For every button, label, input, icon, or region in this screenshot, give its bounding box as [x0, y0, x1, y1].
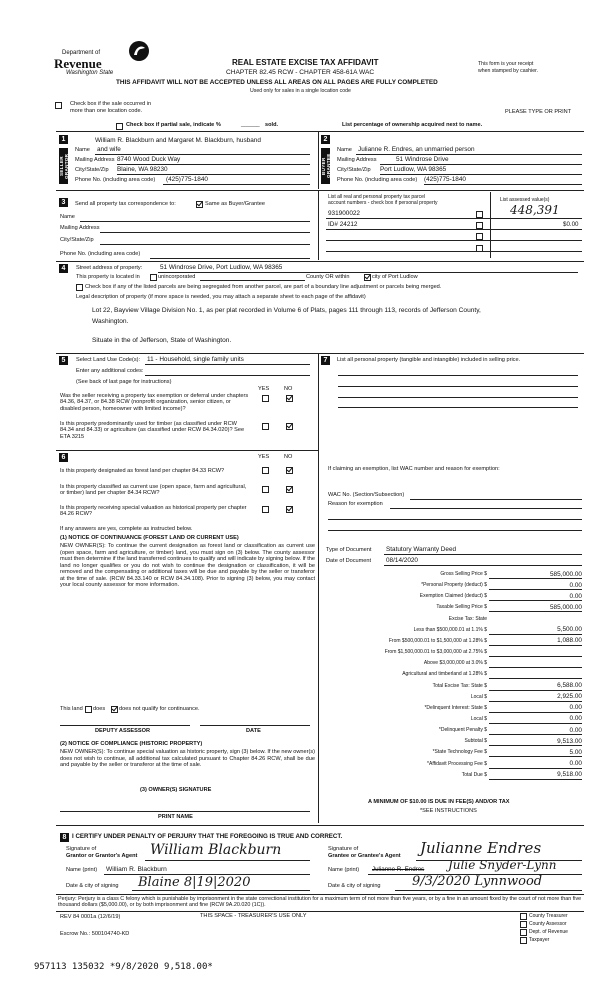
tax-line-value[interactable]: 585,000.00	[550, 570, 582, 578]
parcel-header-1: List all real and personal property tax parcel	[328, 194, 425, 200]
land-use-label: Select Land Use Code(s):	[76, 357, 141, 363]
buyer-city-value[interactable]: Port Ludlow, WA 98365	[380, 166, 447, 173]
tax-line-value[interactable]: 2,925.00	[557, 693, 582, 701]
grantee-name-handwritten[interactable]: Julie Snyder-Lynn	[448, 858, 557, 872]
partial-sale-sold: sold.	[265, 122, 279, 128]
parcel-1[interactable]: 931900022	[328, 210, 360, 217]
partial-sale-label: Check box if partial sale, indicate %	[126, 122, 221, 128]
unincorporated-label: unincorporated	[158, 274, 196, 280]
partial-sale-checkbox[interactable]	[116, 123, 123, 130]
tax-line-label: *Delinquent Penalty $	[438, 727, 487, 734]
legal-line3[interactable]: Situate in the of Jefferson, State of Washington.	[92, 337, 232, 344]
legal-line1[interactable]: Lot 22, Bayview Village Division No. 1, as per plat recorded in Volume 6 of Plats, pages 111 through 113, records of Jefferson County,	[92, 307, 481, 314]
copy-taxpayer-checkbox[interactable]	[520, 937, 527, 944]
copy-county-assessor-checkbox[interactable]	[520, 921, 527, 928]
s6-question-1: Is this property designated as forest land per chapter 84.33 RCW?	[60, 468, 225, 474]
segregated-label: Check box if any of the listed parcels are being segregated from another parcel, are part of a boundary line adjustment or parcels being merged.	[85, 284, 442, 290]
s6-q3-no-checkbox[interactable]	[286, 506, 293, 513]
copy-dept-revenue-checkbox[interactable]	[520, 929, 527, 936]
deputy-assessor-label: DEPUTY ASSESSOR	[95, 728, 151, 734]
grantee-sig-label2: Grantee or Grantee's Agent	[328, 853, 401, 859]
tax-line-label: From $500,000.01 to $1,500,000 at 1.28% $	[388, 637, 487, 644]
seller-name-value2[interactable]: and wife	[97, 146, 121, 153]
buyer-city-label: City/State/Zip	[337, 167, 371, 173]
seller-name-value[interactable]: William R. Blackburn and Margaret M. Blackburn, husband	[95, 137, 261, 144]
seller-name-label: Name	[75, 147, 90, 153]
assessed-header: List assessed value(s)	[500, 197, 550, 203]
used-only: Used only for sales in a single location code	[250, 88, 351, 94]
grantor-date-city[interactable]: Blaine 8|19|2020	[138, 875, 251, 890]
form-title: REAL ESTATE EXCISE TAX AFFIDAVIT	[232, 58, 379, 67]
doc-type-label: Type of Document	[326, 547, 372, 553]
section-8-number: 8	[60, 833, 69, 842]
tax-line-value[interactable]: 0.00	[569, 592, 582, 600]
this-land-label: This land	[60, 706, 83, 712]
street-value[interactable]: 51 Windrose Drive, Port Ludlow, WA 98365	[160, 264, 283, 271]
s5-question-2: Is this property predominantly used for timber (as classified under RCW 84.34 and 84.33) or agriculture (as classified under RCW 84.34.020)? See ETA 3215	[60, 421, 245, 440]
grantor-name-label: Name (print)	[66, 867, 98, 873]
s6-question-3: Is this property receiving special valuation as historical property per chapter 84.26 RCW?	[60, 505, 247, 518]
tax-line-label: Local $	[470, 715, 487, 722]
s5-question-1: Was the seller receiving a property tax exemption or deferral under chapters 84.36, 84.37, or 84.38 RCW (nonprofit organization, senior citizen, or disabled person, homeowner with limited income)?	[60, 393, 249, 412]
treasurer-stamp: 957113 135032 *9/8/2020 9,518.00*	[34, 962, 213, 972]
tax-line-value[interactable]: 5,500.00	[557, 626, 582, 634]
receipt-note2: when stamped by cashier.	[478, 68, 538, 74]
seller-grantor-label: SELLER GRANTOR	[59, 148, 68, 184]
notice2-text: NEW OWNER(S): To continue special valuation as historic property, sign (3) below. If the new owner(s) does not wish to continue, all additional tax calculated pursuant to Chapter 84.26 RCW, shall be due and payable by the seller or transferor at the time of sale.	[60, 749, 315, 768]
multi-location-label2: more than one location code.	[70, 108, 143, 114]
land-use-value[interactable]: 11 - Household, single family units	[147, 356, 244, 363]
if-yes-note: If any answers are yes, complete as instructed below.	[60, 526, 193, 532]
additional-codes-label: Enter any additional codes:	[76, 368, 144, 374]
copy-county-assessor: County Assessor	[529, 921, 567, 927]
mail-city-label: City/State/Zip	[60, 237, 94, 243]
seller-mailing-label: Mailing Address	[75, 157, 115, 163]
grantee-name-struck: Julianne R. Endres	[372, 866, 425, 873]
section-1-number: 1	[59, 135, 68, 144]
tax-line-value[interactable]: 0.00	[569, 726, 582, 734]
owner-signature-label: (3) OWNER(S) SIGNATURE	[140, 787, 212, 793]
tax-line-label: *Delinquent Interest: State $	[424, 704, 487, 711]
s5-q2-no-checkbox[interactable]	[286, 423, 293, 430]
parcel-header-2: account numbers - check box if personal property	[328, 200, 438, 206]
s5-yes-header: YES	[258, 386, 270, 392]
located-in-label: This property is located in	[76, 274, 140, 280]
tax-line-label: Subtotal $	[464, 738, 487, 745]
tax-line-value[interactable]: 0.00	[569, 704, 582, 712]
tax-line-label: *Personal Property (deduct) $	[421, 582, 487, 589]
assessed-1[interactable]: 448,391	[510, 203, 560, 217]
copy-county-treasurer: County Treasurer	[529, 913, 568, 919]
doc-date-value[interactable]: 08/14/2020	[386, 557, 418, 564]
s6-q1-no-checkbox[interactable]	[286, 467, 293, 474]
section-5-number: 5	[59, 356, 68, 365]
tax-line-label: Gross Selling Price $	[440, 571, 487, 577]
tax-line-value[interactable]: 9,518.00	[557, 771, 582, 779]
tax-line-label: Less than $500,000.01 at 1.1% $	[413, 626, 487, 633]
multi-location-label: Check box if the sale occurred in	[70, 101, 152, 107]
form-chapter: CHAPTER 82.45 RCW - CHAPTER 458-61A WAC	[226, 69, 375, 76]
legal-label: Legal description of property (if more space is needed, you may attach a separate sheet to each page of the affidavit)	[76, 294, 366, 300]
dept-line3: Washington State	[66, 70, 114, 76]
dept-line2: Revenue	[54, 56, 102, 71]
land-does-not-checkbox[interactable]	[111, 706, 118, 713]
copy-county-treasurer-checkbox[interactable]	[520, 913, 527, 920]
segregated-checkbox[interactable]	[76, 284, 83, 291]
city-of-label: city of Port Ludlow	[372, 274, 418, 280]
tax-line-label: Above $3,000,000 at 3.0% $	[423, 660, 487, 667]
s5-q2-yes-checkbox[interactable]	[262, 423, 269, 430]
city-of-checkbox[interactable]	[364, 274, 371, 281]
seller-city-label: City/State/Zip	[75, 167, 109, 173]
form-warning: THIS AFFIDAVIT WILL NOT BE ACCEPTED UNLESS ALL AREAS ON ALL PAGES ARE FULLY COMPLETED	[116, 79, 438, 86]
s5-q1-no-checkbox[interactable]	[286, 395, 293, 402]
perjury-note: Perjury: Perjury is a class C felony which is punishable by imprisonment in the state correctional institution for a maximum term of not more than five years, or by a fine in an amount fixed by the court of not more than five thousand dollars ($5,000.00), or by both imprisonment and fine (RCW 9A.20.020 (1C)).	[58, 896, 582, 909]
same-as-buyer-checkbox[interactable]	[196, 201, 203, 208]
print-name-label: PRINT NAME	[158, 814, 193, 820]
buyer-phone-label: Phone No. (including area code)	[337, 177, 418, 183]
grantor-sig-label1: Signature of	[66, 846, 97, 852]
tax-line-value[interactable]: 0.00	[569, 581, 582, 589]
tax-line-label: *Affidavit Processing Fee $	[427, 760, 487, 767]
tax-line-label: Total Due $	[461, 771, 487, 778]
buyer-name-value[interactable]: Julianne R. Endres, an unmarried person	[358, 146, 475, 153]
buyer-mailing-label: Mailing Address	[337, 157, 377, 163]
revenue-logo-icon	[128, 40, 150, 62]
s5-q1-yes-checkbox[interactable]	[262, 395, 269, 402]
tax-line-value[interactable]: 6,588.00	[557, 682, 582, 689]
section-7-number: 7	[321, 356, 330, 365]
seller-city-value[interactable]: Blaine, WA 98230	[117, 166, 168, 173]
section-4-number: 4	[59, 264, 68, 273]
tax-line-label: Excise Tax: State	[448, 615, 487, 622]
wac-label: WAC No. (Section/Subsection)	[328, 492, 405, 498]
seller-phone-value[interactable]: (425)775-1840	[166, 176, 208, 183]
tax-line-label: *State Technology Fee $	[432, 749, 487, 756]
exemption-label: If claiming an exemption, list WAC number and reason for exemption:	[328, 466, 500, 472]
minimum-note: A MINIMUM OF $10.00 IS DUE IN FEE(S) AND/OR TAX	[368, 799, 510, 805]
reason-label: Reason for exemption	[328, 501, 383, 507]
s6-q3-yes-checkbox[interactable]	[262, 506, 269, 513]
tax-line-label: From $1,500,000.01 to $3,000,000 at 2.75% $	[384, 649, 487, 656]
personal-property-label: List all personal property (tangible and intangible) included in selling price.	[337, 357, 521, 363]
grantee-date-city[interactable]: 9/3/2020 Lynnwood	[412, 874, 543, 889]
s6-yes-header: YES	[258, 454, 270, 460]
mail-address-label: Mailing Address	[60, 225, 100, 231]
tax-line-value[interactable]: 585,000.00	[550, 603, 582, 611]
grantee-name-label: Name (print)	[328, 867, 360, 873]
grantee-signature[interactable]: Julianne Endres	[420, 839, 542, 857]
land-does-label: does	[93, 706, 106, 712]
tax-line-value[interactable]: 1,088.00	[557, 637, 582, 645]
buyer-grantee-label: BUYER GRANTEE	[321, 148, 330, 184]
s5-no-header: NO	[284, 386, 293, 392]
grantee-date-label: Date & city of signing	[328, 883, 381, 889]
grantee-sig-label1: Signature of	[328, 846, 359, 852]
multi-location-checkbox[interactable]	[55, 102, 62, 109]
dept-line1: Department of	[62, 50, 101, 56]
grantor-sig-label2: Grantor or Grantor's Agent	[66, 853, 138, 859]
buyer-phone-value[interactable]: (425)775-1840	[424, 176, 466, 183]
buyer-name-label: Name	[337, 147, 352, 153]
notice2-title: (2) NOTICE OF COMPLIANCE (HISTORIC PROPERTY)	[60, 741, 203, 747]
receipt-note: This form is your receipt	[478, 61, 534, 67]
see-instructions: *SEE INSTRUCTIONS	[420, 808, 477, 814]
tax-line-label: Exemption Claimed (deduct) $	[419, 593, 487, 600]
s6-question-2: Is this property classified as current use (open space, farm and agricultural, or timber) land per chapter 84.34 RCW?	[60, 484, 247, 497]
send-correspondence-label: Send all property tax correspondence to:	[75, 201, 176, 207]
tax-line-value[interactable]: 0.00	[569, 715, 582, 723]
buyer-mailing-value[interactable]: 51 Windrose Drive	[396, 156, 449, 163]
date-label: DATE	[246, 728, 261, 734]
tax-line-value[interactable]: 0.00	[569, 760, 582, 768]
see-back-label: (See back of last page for instructions)	[76, 379, 172, 385]
escrow-number: Escrow No.: 500104740-KD	[60, 931, 130, 937]
s6-q2-no-checkbox[interactable]	[286, 486, 293, 493]
copy-taxpayer: Taxpayer	[529, 937, 550, 943]
assessed-2[interactable]: $0.00	[563, 221, 579, 228]
land-does-checkbox[interactable]	[85, 706, 92, 713]
doc-date-label: Date of Document	[326, 558, 372, 564]
county-or-label: County OR within	[306, 274, 350, 280]
mail-phone-label: Phone No. (including area code)	[60, 251, 141, 257]
mail-name-label: Name	[60, 214, 75, 220]
section-3-number: 3	[59, 198, 68, 207]
tax-line-label: Agricultural and timberland at 1.28% $	[402, 671, 487, 678]
s6-no-header: NO	[284, 454, 293, 460]
seller-mailing-value[interactable]: 8740 Wood Duck Way	[117, 156, 181, 163]
notice1-text: NEW OWNER(S): To continue the current designation as forest land or classification as current use (open space, farm and agriculture, or timber) land, you must sign on (3) below. The county assessor must then determine if the land transferred continues to qualify and will indicate by signing below. If the land no longer qualifies or you do not wish to continue the designation or classification, it will be removed and the compensating or additional taxes will be due and payable by the seller or transferor at the time of sale. (RCW 84.33.140 or RCW 84.34.108). Prior to signing (3) below, you may contact your local county assessor for more information.	[60, 543, 315, 588]
grantor-name-value[interactable]: William R. Blackburn	[106, 866, 167, 873]
land-does-not-label: does not qualify for continuance.	[119, 706, 200, 712]
grantor-date-label: Date & city of signing	[66, 883, 119, 889]
street-label: Street address of property:	[76, 265, 143, 271]
parcel-2-personal-checkbox[interactable]	[476, 222, 483, 229]
s6-q1-yes-checkbox[interactable]	[262, 467, 269, 474]
tax-line-label: Taxable Selling Price $	[436, 604, 487, 611]
parcel-1-personal-checkbox[interactable]	[476, 211, 483, 218]
parcel-2[interactable]: ID# 24212	[328, 221, 358, 228]
rev-number: REV 84 0001a (12/6/19)	[60, 914, 121, 920]
copy-dept-revenue: Dept. of Revenue	[529, 929, 568, 935]
list-percentage-note: List percentage of ownership acquired next to name.	[342, 122, 483, 128]
grantor-signature[interactable]: William Blackburn	[150, 842, 282, 858]
section-2-number: 2	[321, 135, 330, 144]
tax-line-value[interactable]: 5.00	[569, 748, 582, 756]
seller-phone-label: Phone No. (including area code)	[75, 177, 156, 183]
tax-line-label: Local $	[470, 693, 487, 700]
tax-line-label: Total Excise Tax: State $	[432, 682, 487, 689]
certify-statement: I CERTIFY UNDER PENALTY OF PERJURY THAT THE FOREGOING IS TRUE AND CORRECT.	[72, 833, 343, 840]
please-type: PLEASE TYPE OR PRINT	[505, 109, 572, 115]
partial-sale-percent[interactable]: ______	[241, 122, 260, 128]
same-as-buyer-label: Same as Buyer/Grantee	[205, 201, 266, 207]
treasurer-note: THIS SPACE - TREASURER'S USE ONLY	[200, 913, 307, 919]
legal-line2[interactable]: Washington.	[92, 318, 129, 325]
tax-line-value[interactable]: 9,513.00	[557, 737, 582, 745]
parcel-3-personal-checkbox[interactable]	[476, 233, 483, 240]
doc-type-value[interactable]: Statutory Warranty Deed	[386, 546, 457, 553]
s6-q2-yes-checkbox[interactable]	[262, 486, 269, 493]
unincorporated-checkbox[interactable]	[150, 274, 157, 281]
notice1-title: (1) NOTICE OF CONTINUANCE (FOREST LAND OR CURRENT USE)	[60, 535, 239, 541]
section-6-number: 6	[59, 453, 68, 462]
